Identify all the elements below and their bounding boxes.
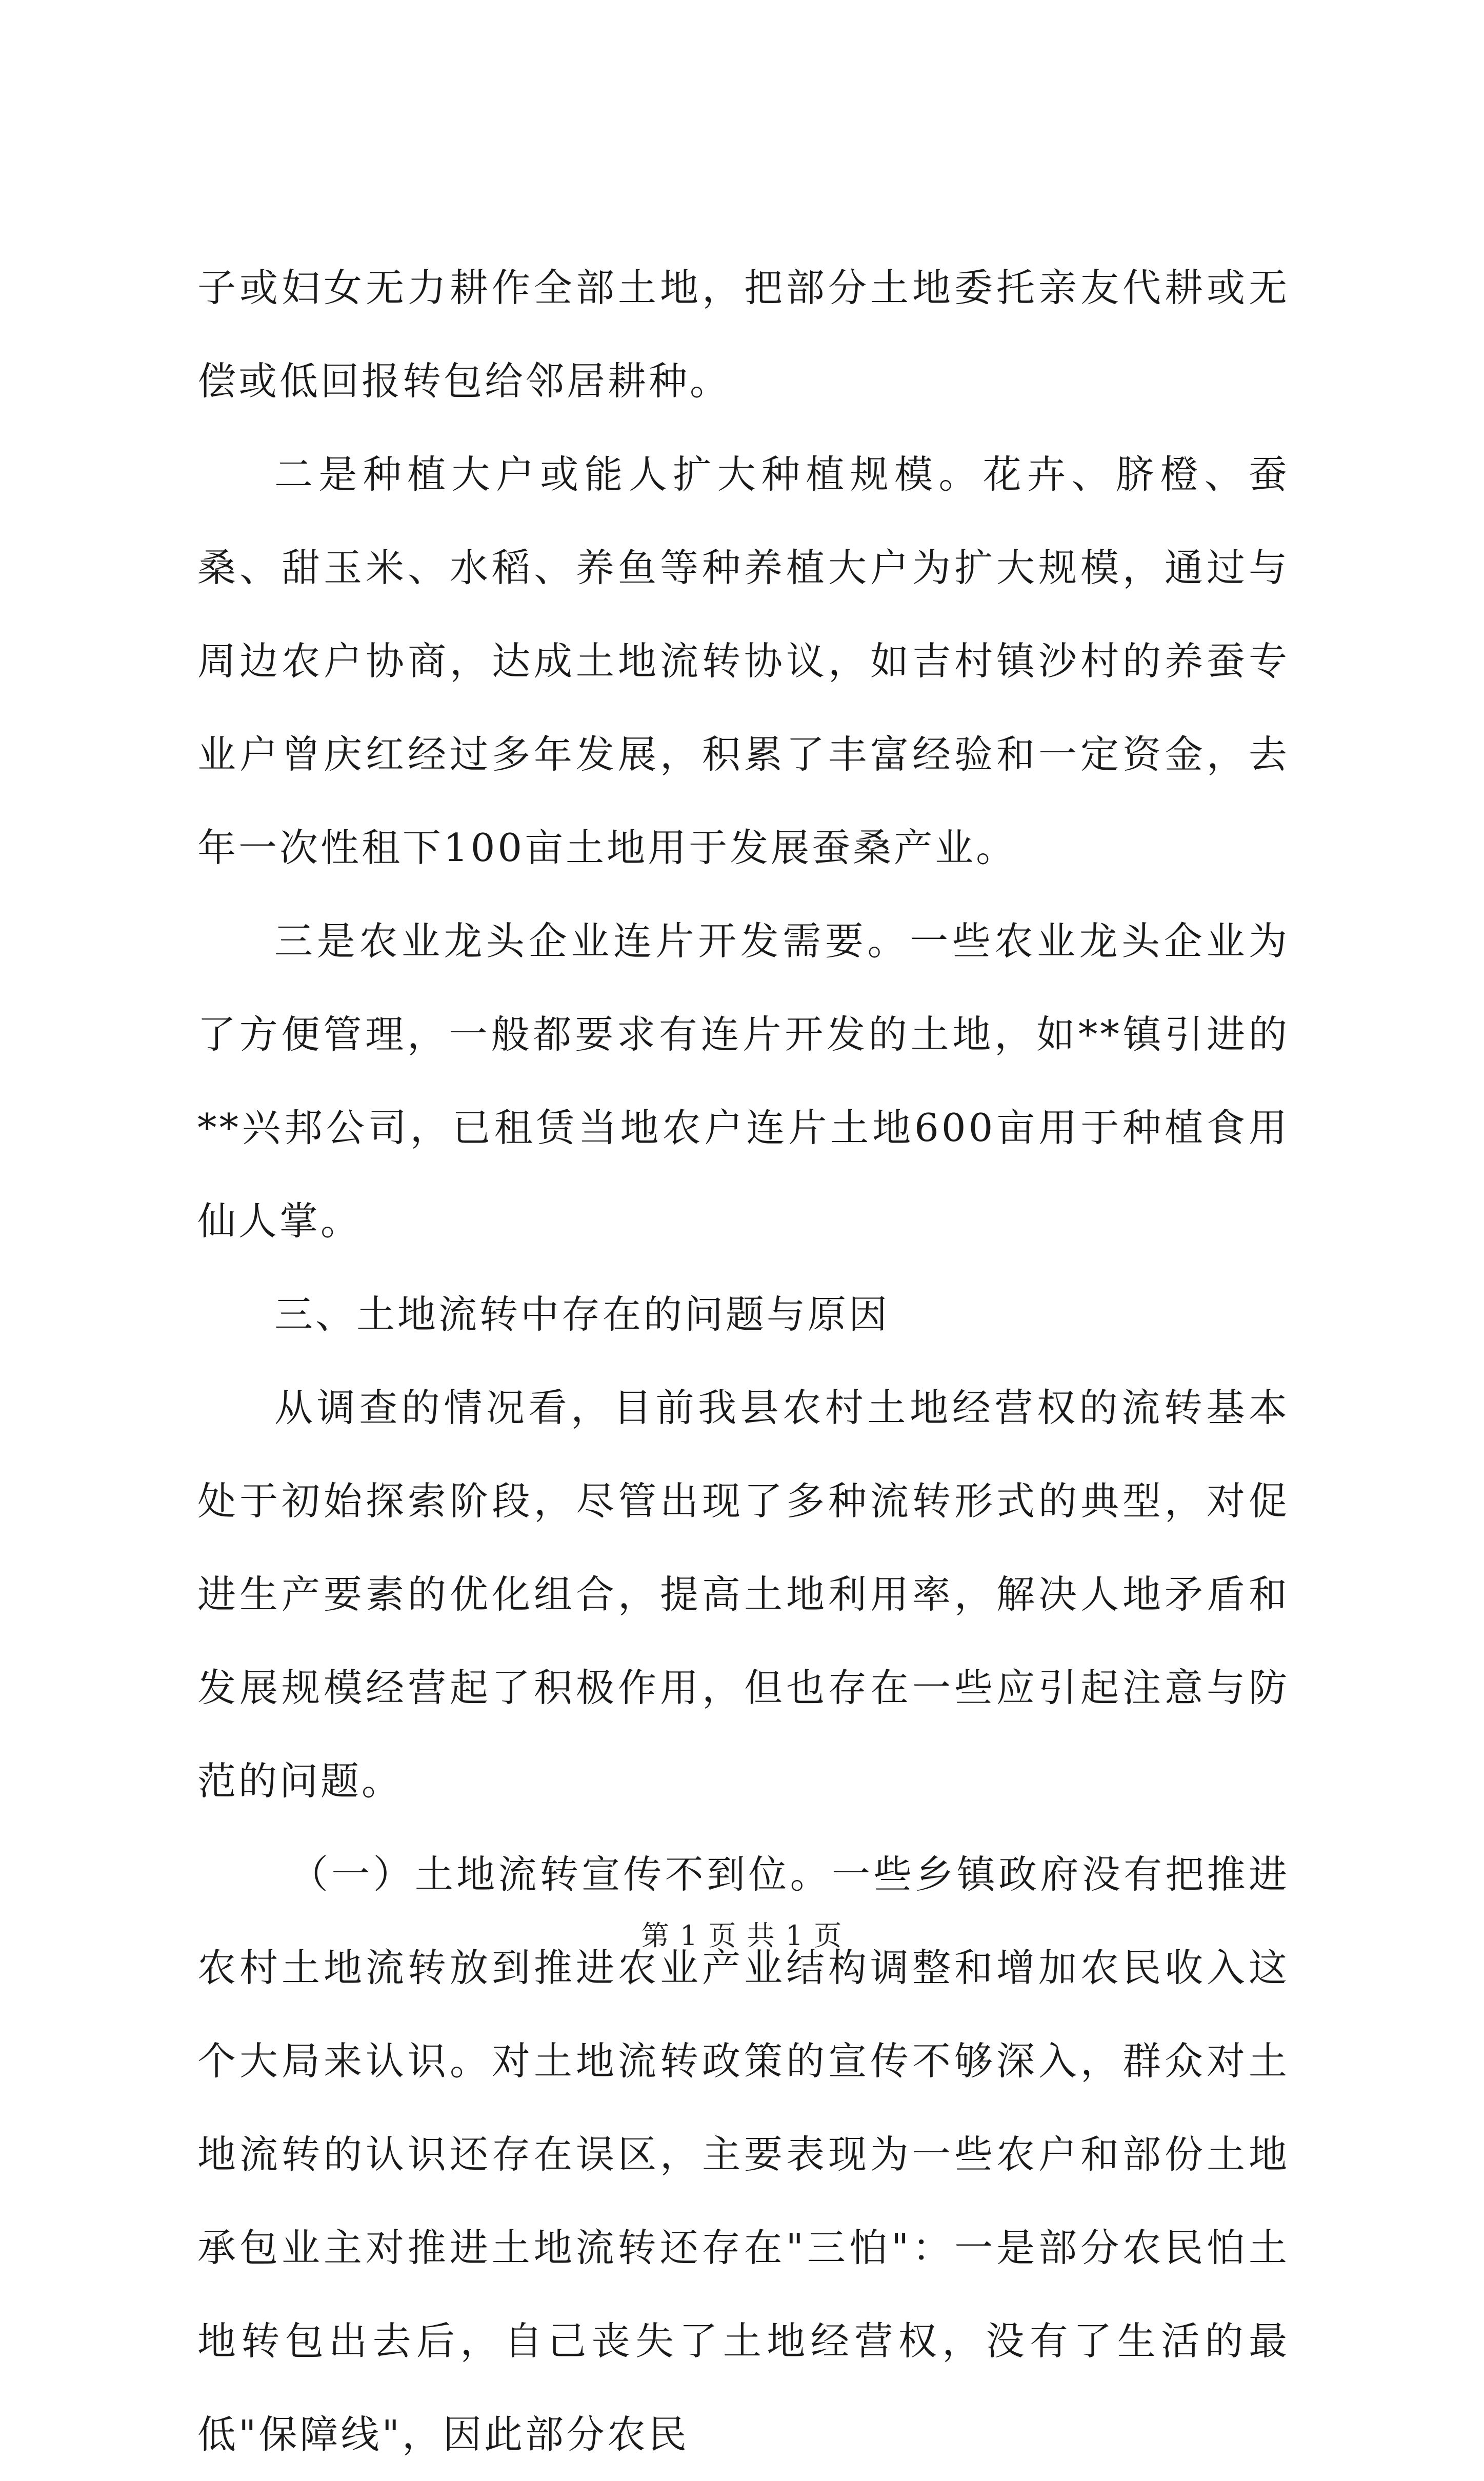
paragraph-publicity-issue: （一）土地流转宣传不到位。一些乡镇政府没有把推进农村土地流转放到推进农业产业结构调整和增加农民收入这个大局来认识。对土地流转政策的宣传不够深入，群众对土地流转的认识还存在误区，主要表现为一些农户和部份土地承包业主对推进土地流转还存在"三怕"：一是部分农民怕土地转包出去后，自己丧失了土地经营权，没有了生活的最低"保障线"，因此部分农民 bbox=[197, 1852, 1290, 2457]
section-heading-problems: 三、土地流转中存在的问题与原因 bbox=[274, 1292, 890, 1337]
paragraph-continuation: 子或妇女无力耕作全部土地，把部分土地委托亲友代耕或无偿或低回报转包给邻居耕种。 bbox=[197, 265, 1290, 404]
paragraph-survey-overview: 从调查的情况看，目前我县农村土地经营权的流转基本处于初始探索阶段，尽管出现了多种流转形式的典型，对促进生产要素的优化组合，提高土地利用率，解决人地矛盾和发展规模经营起了积极作用，但也存在一些应引起注意与防范的问题。 bbox=[197, 1385, 1290, 1804]
page-footer: 第 1 页 共 1 页 bbox=[641, 1919, 843, 1952]
paragraph-leading-enterprises: 三是农业龙头企业连片开发需要。一些农业龙头企业为了方便管理，一般都要求有连片开发的土地，如**镇引进的**兴邦公司，已租赁当地农户连片土地600亩用于种植食用仙人掌。 bbox=[197, 918, 1290, 1244]
paragraph-large-growers: 二是种植大户或能人扩大种植规模。花卉、脐橙、蚕桑、甜玉米、水稻、养鱼等种养植大户为扩大规模，通过与周边农户协商，达成土地流转协议，如吉村镇沙村的养蚕专业户曾庆红经过多年发展，积累了丰富经验和一定资金，去年一次性租下100亩土地用于发展蚕桑产业。 bbox=[197, 452, 1290, 870]
document-body bbox=[197, 241, 1290, 2481]
